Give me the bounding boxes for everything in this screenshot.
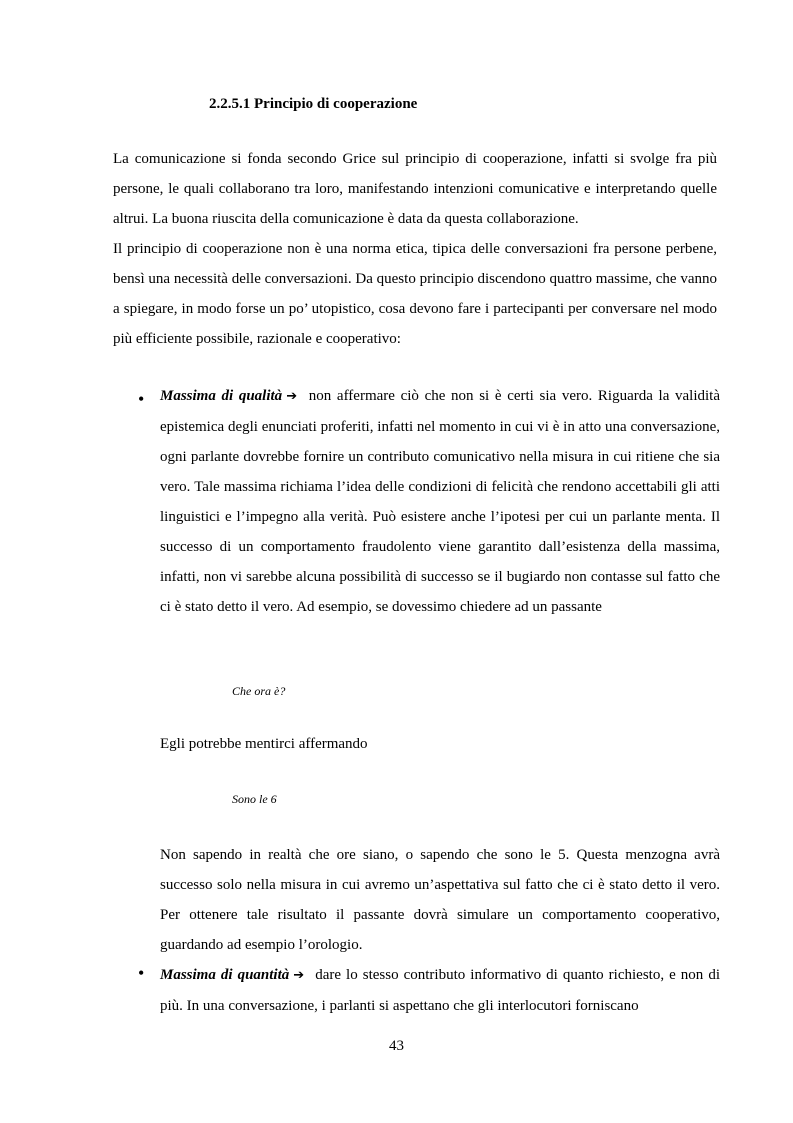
section-heading: 2.2.5.1 Principio di cooperazione [209, 96, 418, 112]
bullet-icon: • [138, 963, 145, 983]
intro-block [113, 144, 717, 354]
intro-paragraph-2: Il principio di cooperazione non è una norma etica, tipica delle conversazioni fra persone perbene, bensì una necessità delle conversazioni. Da questo principio discendono quattro massime, che vanno a spiegare, in modo forse un po’ utopistico, cosa devono fare i partecipanti per conversare nel modo più efficiente possibile, razionale e cooperativo: [113, 241, 717, 347]
maxim-quality-text: non affermare ciò che non si è certi sia vero. Riguarda la validità epistemica degli enunciati proferiti, infatti nel momento in cui vi è in atto una conversazione, ogni parlante dovrebbe fornire un contributo comunicativo nella misura in cui ritiene che sia vero. Tale massima richiama l’idea delle condizioni di felicità che rendono accettabili gli atti linguistici e l’impegno alla verità. Può esistere anche l’ipotesi per cui un parlante menta. Il successo di un comportamento fraudolento viene garantito dall’esistenza della massima, infatti, non vi sarebbe alcuna possibilità di successo se il bugiardo non contasse sul fatto che ci è stato detto il vero. Ad esempio, se dovessimo chiedere ad un passante [160, 388, 721, 615]
maxim-quantity-term: Massima di quantità [160, 967, 290, 983]
example-answer: Sono le 6 [232, 792, 277, 806]
example-bridge-text: Egli potrebbe mentirci affermando [160, 736, 368, 752]
example-question: Che ora è? [232, 684, 286, 698]
page-number: 43 [389, 1038, 404, 1054]
maxim-quality-term: Massima di qualità [160, 388, 283, 404]
maxim-quality-item [160, 381, 720, 622]
maxim-quantity-paragraph [160, 960, 720, 1021]
arrow-right-icon: ➔ [293, 968, 305, 983]
intro-paragraph-1: La comunicazione si fonda secondo Grice sul principio di cooperazione, infatti si svolge fra più persone, le quali collaborano tra loro, manifestando intenzioni comunicative e interpretando quelle altrui. La buona riuscita della comunicazione è data da questa collaborazione. [113, 151, 717, 227]
maxim-quality-paragraph [160, 381, 720, 622]
bullet-icon: • [138, 389, 145, 409]
maxim-quantity-text: dare lo stesso contributo informativo di quanto richiesto, e non di più. In una conversazione, i parlanti si aspettano che gli interlocutori forniscano [160, 967, 720, 1014]
arrow-right-icon: ➔ [286, 389, 298, 404]
maxim-quality-conclusion-block [160, 840, 720, 960]
maxim-quality-conclusion: Non sapendo in realtà che ore siano, o sapendo che sono le 5. Questa menzogna avrà successo solo nella misura in cui avremo un’aspettativa sul fatto che ci è stato detto il vero. Per ottenere tale risultato il passante dovrà simulare un comportamento cooperativo, guardando ad esempio l’orologio. [160, 847, 720, 953]
maxim-quantity-item [160, 960, 720, 1021]
